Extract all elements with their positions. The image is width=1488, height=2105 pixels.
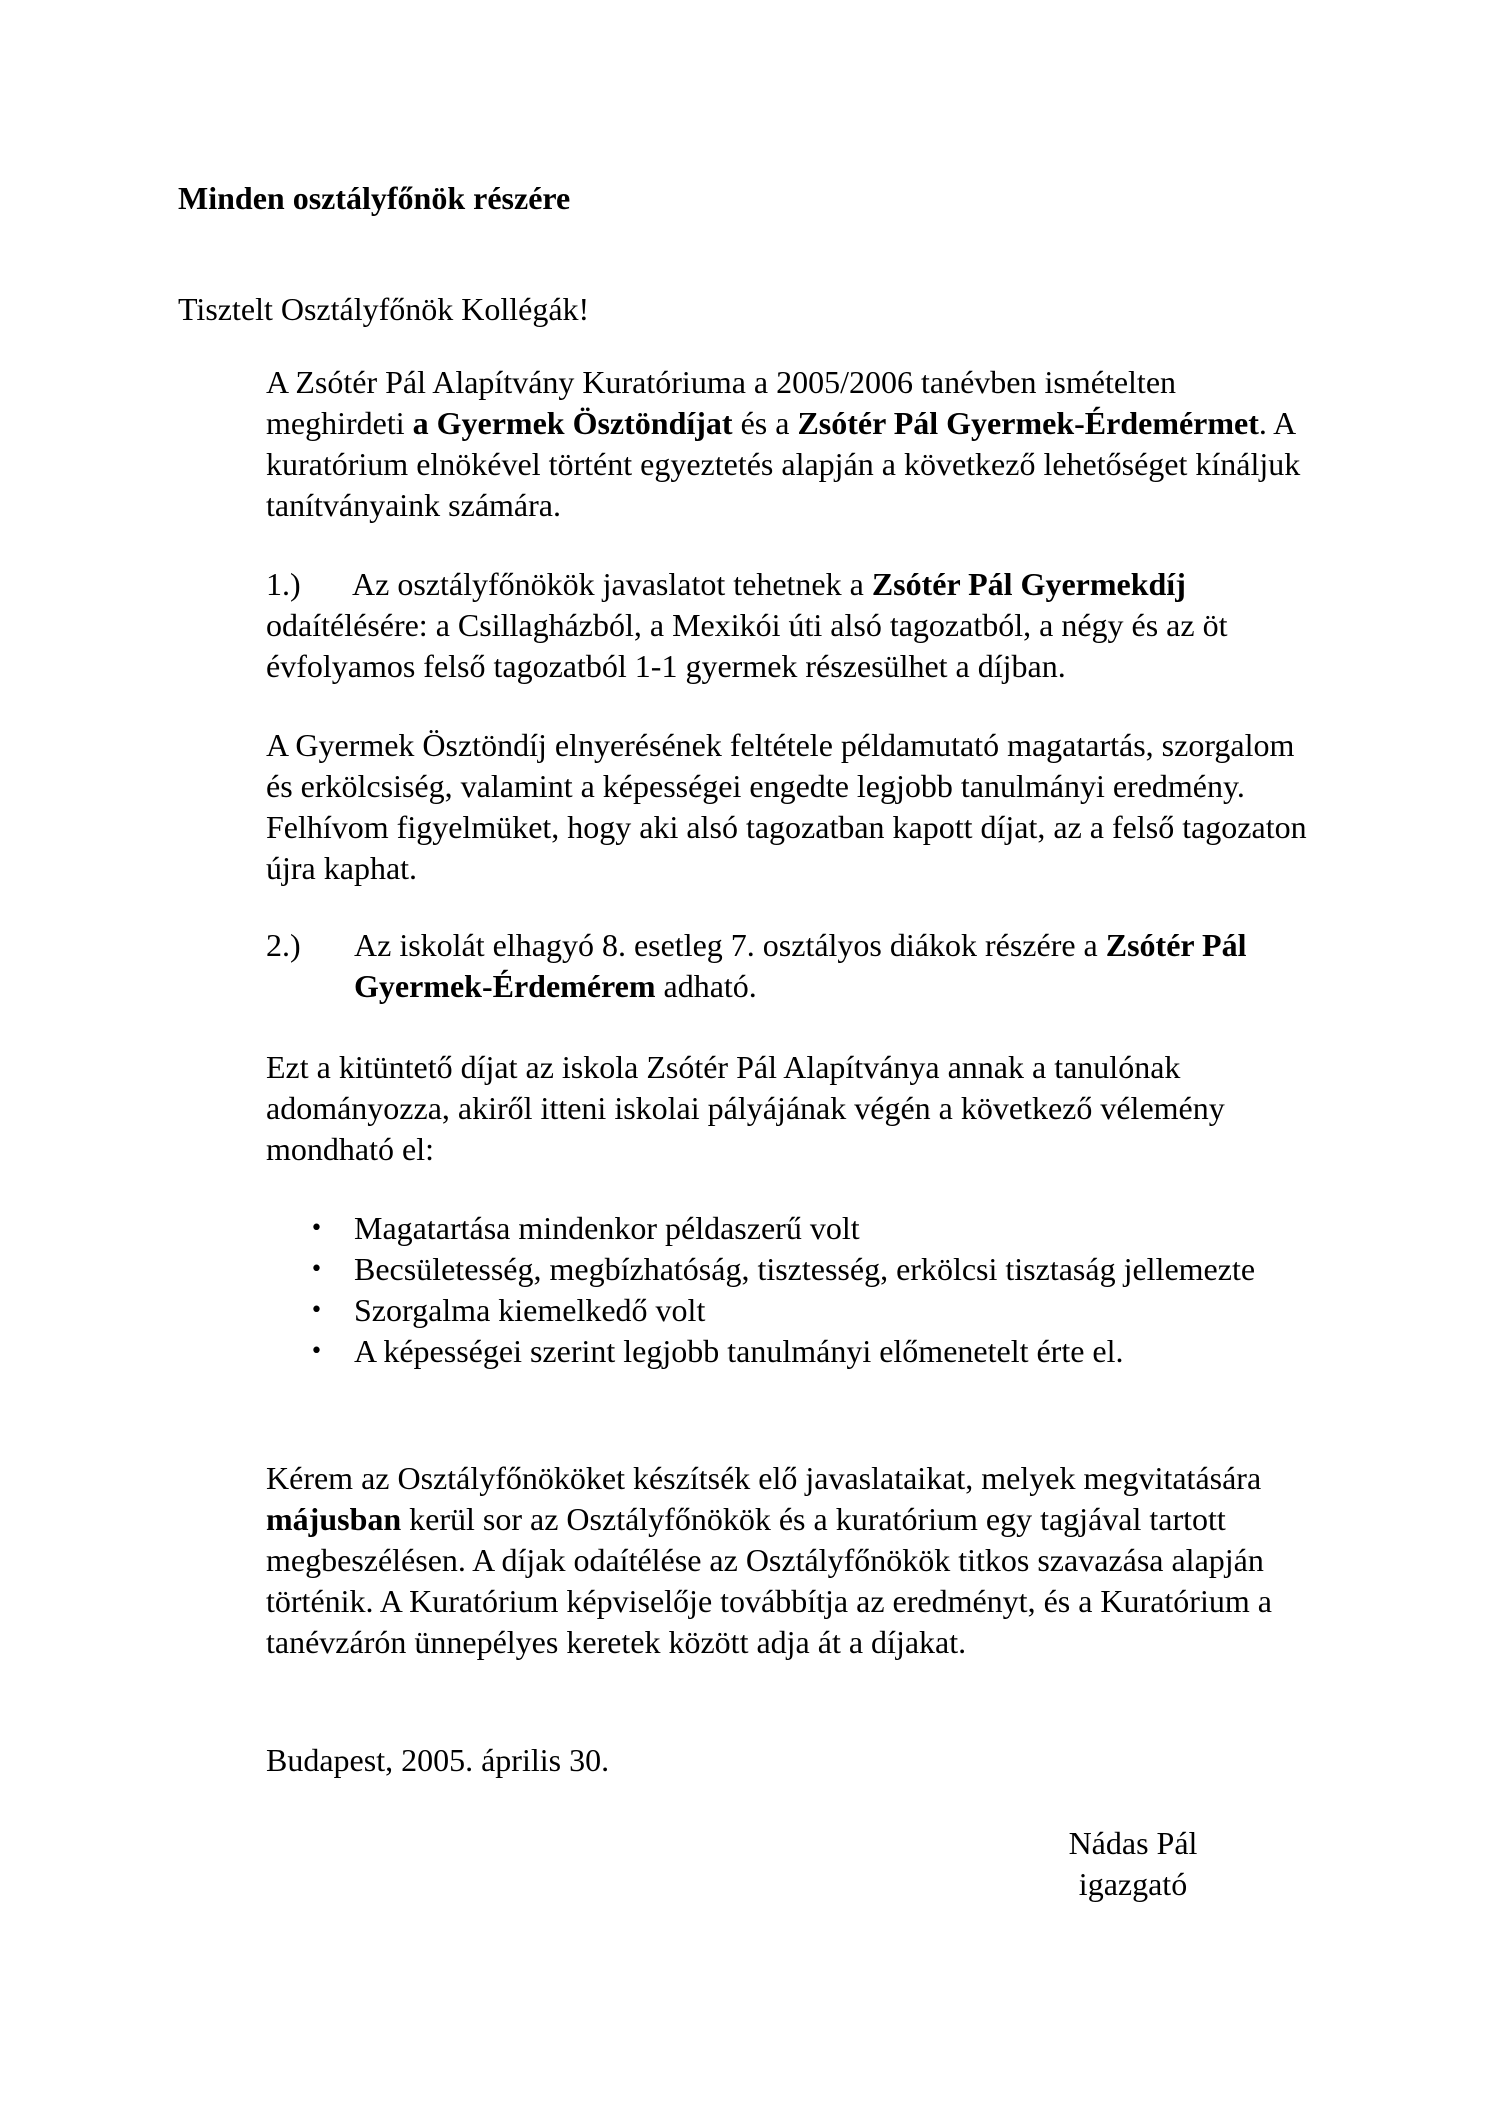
item-text: odaítélésére: a Csillagházból, a Mexikói úti alsó tagozatból, a négy és az öt évfolyamos felső tagozatból 1-1 gyermek részesülhet a díjban. [266,607,1228,684]
meeting-month: májusban [266,1501,402,1537]
item-text: Az iskolát elhagyó 8. esetleg 7. osztályos diákok részére a [354,927,1106,963]
item-text: Az osztályfőnökök javaslatot tehetnek a [352,566,872,602]
numbered-item-2 [266,925,1316,1007]
medal-name: Zsótér Pál Gyermek-Érdemérmet [797,405,1259,441]
signer-name: Nádas Pál [1068,1825,1198,1861]
closing-paragraph [266,1458,1316,1663]
list-item-text: Magatartása mindenkor példaszerű volt [354,1210,860,1246]
closing-text: kerül sor az Osztályfőnökök és a kuratórium egy tagjával tartott megbeszélésen. A díjak odaítélése az Osztályfőnökök titkos szavazása alapján történik. A Kuratórium képviselője továbbítja az eredményt, és a Kuratórium a tanévzárón ünnepélyes keretek között adja át a díjakat. [266,1501,1272,1660]
list-item-text: Becsületesség, megbízhatóság, tisztesség, erkölcsi tisztaság jellemezte [354,1251,1256,1287]
list-item [266,1208,1316,1249]
salutation: Tisztelt Osztályfőnök Kollégák! [178,291,590,327]
bullet-icon: • [310,1339,323,1364]
bullet-icon: • [310,1298,323,1323]
criteria-list [266,1208,1316,1372]
signer-title: igazgató [1078,1866,1188,1902]
signature-block [1062,1823,1204,1905]
bullet-icon: • [310,1257,323,1282]
item-number: 2.) [266,927,301,963]
numbered-item-1 [266,564,1316,687]
award-name: Zsótér Pál Gyermekdíj [871,566,1186,602]
place-and-date: Budapest, 2005. április 30. [266,1742,610,1778]
award-description: Ezt a kitüntető díjat az iskola Zsótér Pál Alapítványa annak a tanulónak adományozza, akiről itteni iskolai pályájának végén a következő vélemény mondható el: [266,1049,1225,1167]
list-item [266,1290,1316,1331]
list-item [266,1249,1316,1290]
intro-text: . A kuratórium elnökével történt egyeztetés alapján a következő lehetőséget kínáljuk tanítványaink számára. [266,405,1301,523]
item-text-block [354,925,1316,1007]
bullet-icon: • [310,1216,323,1241]
list-item-text: A képességei szerint legjobb tanulmányi előmenetelt érte el. [354,1333,1124,1369]
intro-paragraph [266,362,1316,526]
conditions-paragraph: A Gyermek Ösztöndíj elnyerésének feltétele példamutató magatartás, szorgalom és erkölcsiség, valamint a képességei engedte legjobb tanulmányi eredmény. Felhívom figyelmüket, hogy aki alsó tagozatban kapott díjat, az a felső tagozaton újra kaphat. [266,727,1307,886]
item-number: 1.) [266,566,301,602]
intro-text: A Zsótér Pál Alapítvány Kuratóriuma a 2005/2006 tanévben ismételten meghirdeti [266,364,1177,441]
scholarship-name: a Gyermek Ösztöndíjat [412,405,733,441]
closing-text: Kérem az Osztályfőnököket készítsék elő javaslataikat, melyek megvitatására [266,1460,1262,1496]
intro-text: és a [732,405,798,441]
award-name: Zsótér Pál Gyermek-Érdemérem [354,927,1247,1004]
item-text: adható. [655,968,757,1004]
list-item-text: Szorgalma kiemelkedő volt [354,1292,706,1328]
list-item [266,1331,1316,1372]
document-heading: Minden osztályfőnök részére [178,180,571,216]
